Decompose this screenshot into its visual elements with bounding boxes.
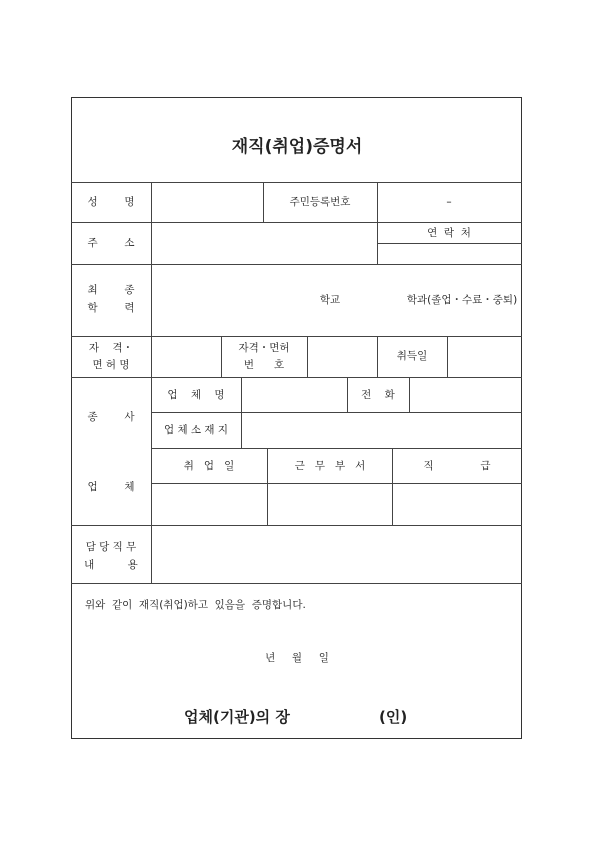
divider [241, 377, 242, 448]
employer-label-line1: 종 사 [87, 411, 135, 423]
name-label: 성 명 [87, 196, 135, 208]
divider [409, 377, 410, 412]
divider [71, 336, 522, 337]
divider [151, 182, 152, 583]
education-label-line1: 최 종 [87, 284, 135, 296]
work-department-label: 근 무 부 서 [294, 460, 366, 472]
phone-label: 전 화 [361, 389, 395, 401]
department-suffix: 학과(졸업・수료・중퇴) [406, 294, 518, 306]
divider [377, 182, 378, 264]
rrn-label: 주민등록번호 [289, 196, 351, 208]
company-address-label: 업 체 소 재 지 [163, 424, 229, 436]
divider [71, 264, 522, 265]
divider [267, 448, 268, 525]
divider [392, 448, 393, 525]
divider [71, 222, 522, 223]
acquired-date-label: 취득일 [396, 350, 428, 362]
divider [377, 336, 378, 377]
duty-label-line2: 내 용 [84, 559, 138, 571]
duty-label-line1: 담 당 직 무 [85, 541, 137, 553]
school-suffix: 학교 [319, 294, 341, 306]
contact-label: 연 락 처 [427, 227, 471, 239]
license-number-label-line1: 자격・면허 [238, 342, 290, 354]
job-position-label: 직 급 [423, 460, 491, 472]
certification-statement: 위와 같이 재직(취업)하고 있음을 증명합니다. [85, 599, 306, 611]
employer-label-line2: 업 체 [87, 481, 135, 493]
organization-head-label: 업체(기관)의 장 [184, 708, 290, 726]
divider [71, 182, 522, 183]
document-title: 재직(취업)증명서 [231, 137, 363, 157]
certificate-form [71, 97, 522, 739]
rrn-separator: – [446, 196, 452, 208]
divider [377, 243, 522, 244]
license-number-label-line2: 번 호 [243, 359, 285, 371]
divider [221, 336, 222, 377]
divider [447, 336, 448, 377]
license-label-line1: 자 격・ [88, 342, 134, 354]
hire-date-label: 취 업 일 [183, 460, 235, 472]
address-label: 주 소 [87, 237, 135, 249]
divider [307, 336, 308, 377]
issue-date: 년 월 일 [265, 652, 329, 664]
divider [71, 377, 522, 378]
divider [151, 448, 522, 449]
divider [263, 182, 264, 222]
divider [71, 583, 522, 584]
divider [151, 412, 522, 413]
divider [71, 525, 522, 526]
education-label-line2: 학 력 [87, 302, 135, 314]
company-name-label: 업 체 명 [167, 389, 225, 401]
license-label-line2: 면 허 명 [92, 359, 130, 371]
seal-mark: (인) [379, 708, 408, 726]
divider [151, 483, 522, 484]
divider [347, 377, 348, 412]
